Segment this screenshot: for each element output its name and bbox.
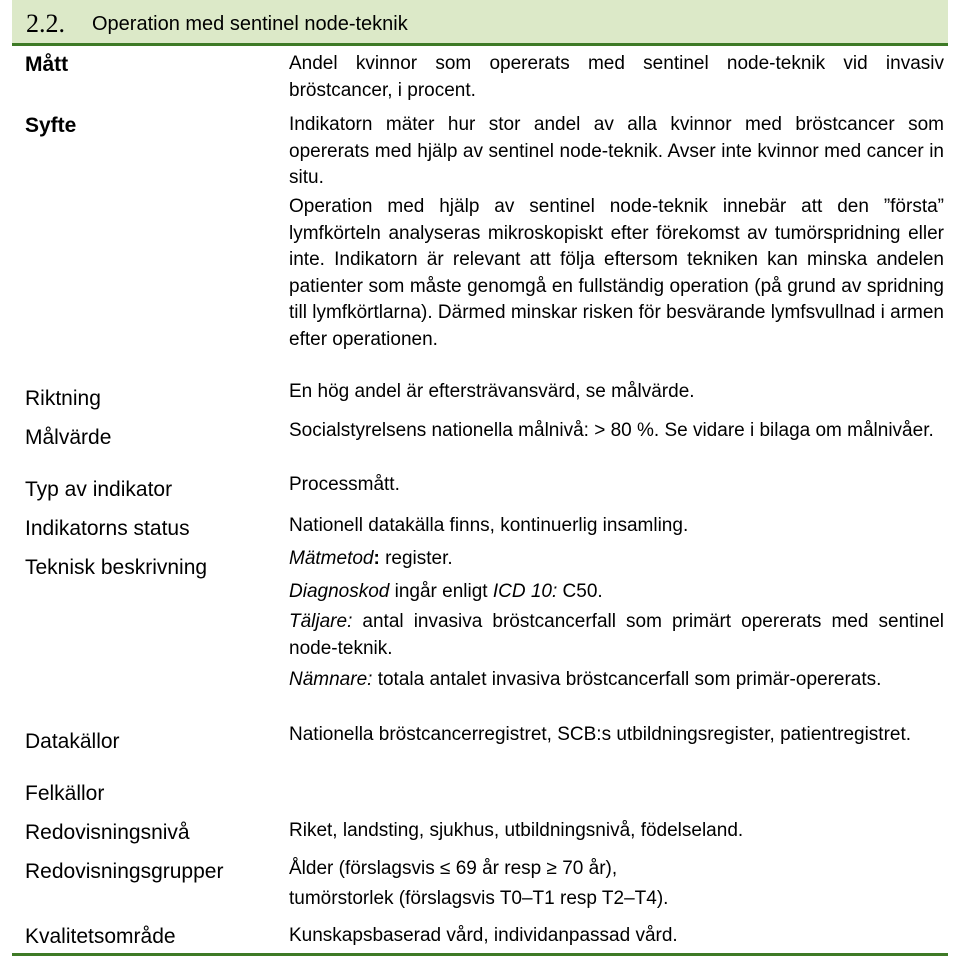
matmetod-value: register. <box>379 548 453 569</box>
value-teknisk-matmetod <box>289 546 944 573</box>
label-syfte: Syfte <box>25 114 77 137</box>
bottom-divider <box>12 953 948 956</box>
label-redovisningsgrupper: Redovisningsgrupper <box>25 860 224 883</box>
label-felkallor: Felkällor <box>25 782 105 805</box>
label-typ-av-indikator: Typ av indikator <box>25 478 173 501</box>
value-redovisningsgrupper <box>289 856 944 912</box>
icd-value: C50. <box>557 581 603 602</box>
namnare-label: Nämnare: <box>289 669 373 690</box>
redovisningsgrupper-line-1: Ålder (förslagsvis ≤ 69 år resp ≥ 70 år), <box>289 858 618 879</box>
value-syfte-p2: Operation med hjälp av sentinel node-teknik innebär att den ”första” lymfkörteln analyseras mikroskopiskt efter förekomst av tumörspridning eller inte. Indikatorn är relevant att följa eftersom tekniken kan minska andelen patienter som måste genomgå en fullständig operation (på grund av spridning till lymfkörtlarna). Därmed minskar risken för besvärande lymfsvullnad i armen efter operationen. <box>289 196 944 350</box>
value-teknisk-diagnoskod <box>289 579 944 606</box>
label-malvarde: Målvärde <box>25 426 112 449</box>
label-teknisk-beskrivning: Teknisk beskrivning <box>25 556 208 579</box>
value-redovisningsniva: Riket, landsting, sjukhus, utbildningsnivå, födelseland. <box>289 820 744 841</box>
value-teknisk-taljare <box>289 609 944 662</box>
taljare-value: antal invasiva bröstcancerfall som primärt opererats med sentinel node-teknik. <box>289 611 944 659</box>
label-datakallor: Datakällor <box>25 730 120 753</box>
label-matt: Mått <box>25 53 69 76</box>
section-header <box>12 0 948 46</box>
value-datakallor: Nationella bröstcancerregistret, SCB:s utbildningsregister, patientregistret. <box>289 724 912 745</box>
label-kvalitetsomrade: Kvalitetsområde <box>25 925 176 948</box>
value-teknisk-namnare <box>289 667 944 694</box>
diagnoskod-mid: ingår enligt <box>389 581 493 602</box>
label-riktning: Riktning <box>25 387 101 410</box>
section-title: Operation med sentinel node-teknik <box>92 13 408 35</box>
value-indikatorns-status: Nationell datakälla finns, kontinuerlig insamling. <box>289 515 689 536</box>
matmetod-label: Mätmetod <box>289 548 374 569</box>
value-malvarde: Socialstyrelsens nationella målnivå: > 80 %. Se vidare i bilaga om målnivåer. <box>289 420 934 441</box>
diagnoskod-label: Diagnoskod <box>289 581 390 602</box>
matmetod-colon: : <box>373 548 380 569</box>
namnare-value: totala antalet invasiva bröstcancerfall som primär-opererats. <box>372 669 882 690</box>
value-typ-av-indikator: Processmått. <box>289 474 400 495</box>
redovisningsgrupper-line-2: tumörstorlek (förslagsvis T0–T1 resp T2–T4). <box>289 887 669 909</box>
label-indikatorns-status: Indikatorns status <box>25 517 190 540</box>
label-redovisningsniva: Redovisningsnivå <box>25 821 190 844</box>
section-number: 2.2. <box>26 9 65 38</box>
value-riktning: En hög andel är eftersträvansvärd, se målvärde. <box>289 381 695 402</box>
value-matt: Andel kvinnor som opererats med sentinel node-teknik vid invasiv bröstcancer, i procent. <box>289 53 944 101</box>
value-syfte-p1: Indikatorn mäter hur stor andel av alla kvinnor med bröstcancer som opererats med hjälp av sentinel node-teknik. Avser inte kvinnor med cancer in situ. <box>289 114 944 188</box>
icd-label: ICD 10: <box>492 581 558 602</box>
value-kvalitetsomrade: Kunskapsbaserad vård, individanpassad vård. <box>289 925 678 946</box>
taljare-label: Täljare: <box>289 611 353 632</box>
